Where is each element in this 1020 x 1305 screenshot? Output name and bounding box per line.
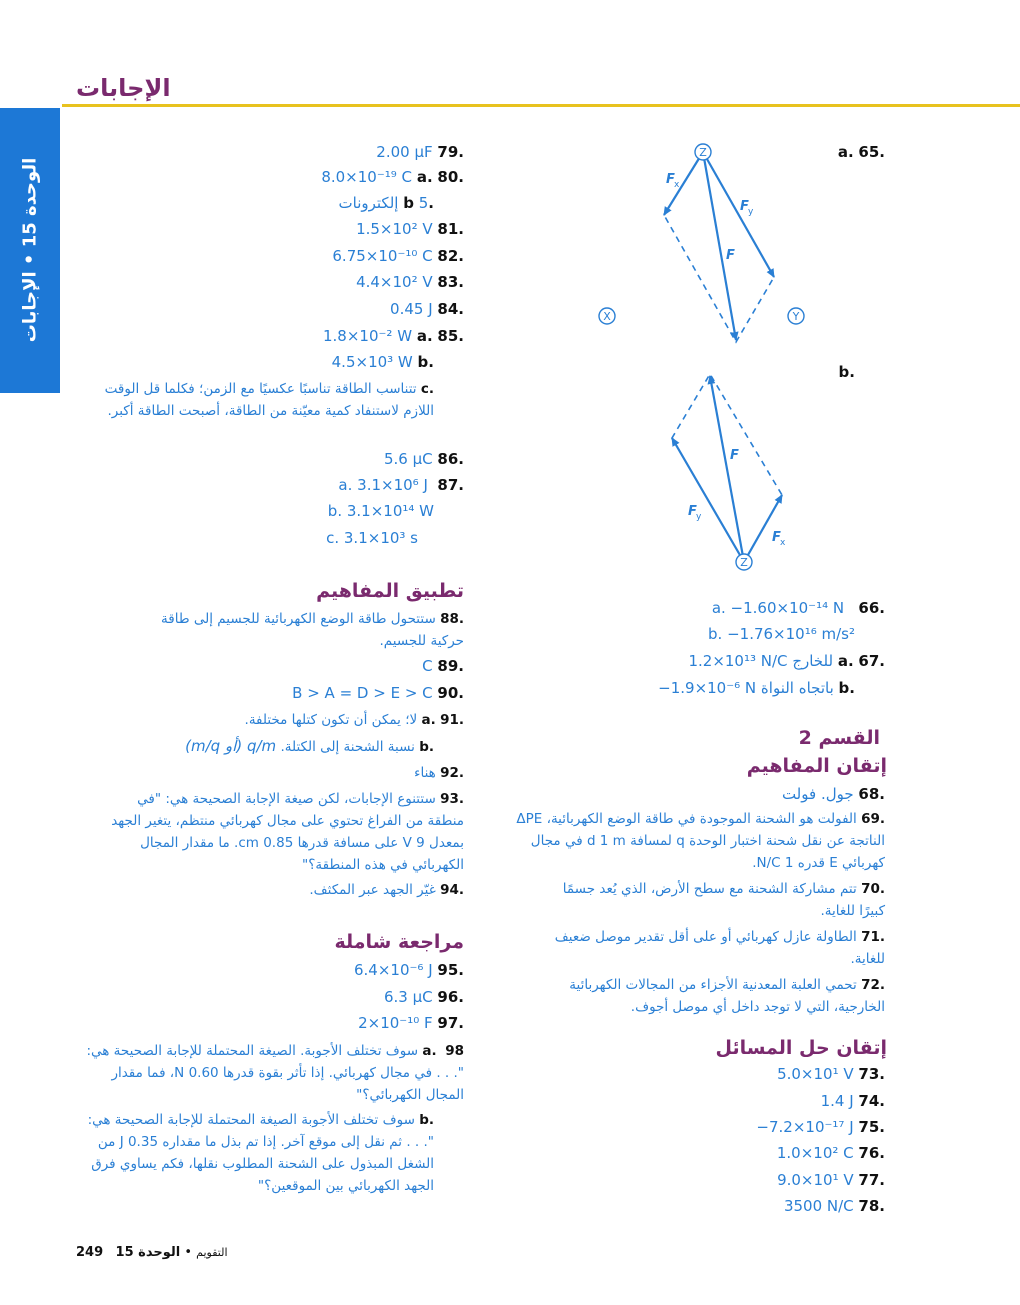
answer-91b: .b نسبة الشحنة إلى الكتلة. q/m (أو m/q) xyxy=(185,737,434,755)
header-rule xyxy=(62,104,1020,107)
page-number: 249 xyxy=(76,1245,104,1260)
answer-66b: b. −1.76×10¹⁶ m/s² xyxy=(708,625,855,643)
answer-88: .88 ستتحول طاقة الوضع الكهربائية للجسيم إلى طاقة حركية للجسيم. xyxy=(161,611,464,649)
footer-unit: الوحدة 15 xyxy=(115,1245,181,1260)
answer-81: .81 1.5×10² V xyxy=(356,220,464,238)
answer-95: .95 6.4×10⁻⁶ J xyxy=(354,961,464,979)
q65-b-label: .b xyxy=(838,363,855,381)
answer-67a: .67 .a للخارج 1.2×10¹³ N/C xyxy=(688,652,885,670)
answer-73: .73 5.0×10¹ V xyxy=(777,1065,885,1083)
force-diagram xyxy=(580,135,900,575)
f-label-b: F xyxy=(730,448,739,463)
page-title: الإجابات xyxy=(76,74,171,102)
answer-80a: .80 .a 8.0×10⁻¹⁹ C xyxy=(321,168,464,186)
fx-sub-b: x xyxy=(780,538,786,548)
answer-77: .77 9.0×10¹ V xyxy=(777,1171,885,1189)
answer-98a: 98 .a سوف تختلف الأجوبة. الصيغة المحتملة للإجابة الصحيحة هي: ". . . في مجال كهربائي. إذا تأثر بقوة قدرها 0.60 N، فما مقدار المجال الكهربائي؟" xyxy=(86,1043,464,1103)
footer-separator: • xyxy=(184,1245,193,1260)
answer-83: .83 4.4×10² V xyxy=(356,273,464,291)
answer-91a: .91 .a لا؛ يمكن أن تكون كتلها مختلفة. xyxy=(244,712,464,728)
answer-87c: c. 3.1×10³ s xyxy=(326,529,418,547)
fy-label: F xyxy=(740,199,749,214)
z-label-b: Z xyxy=(740,556,748,569)
answer-85c: .c تتناسب الطاقة تناسبًا عكسيًا مع الزمن؛ فكلما قل الوقت اللازم لاستنفاد كمية معيّنة من الطاقة، أصبحت الطاقة أكبر. xyxy=(104,381,434,419)
page-footer xyxy=(76,1245,228,1260)
answer-89: .89 C xyxy=(422,657,464,675)
answer-87: .87 a. 3.1×10⁶ J xyxy=(338,476,464,494)
fy-label-b: F xyxy=(688,504,697,519)
answer-80b: .b 5 إلكترونات xyxy=(338,194,434,212)
answer-82: .82 6.75×10⁻¹⁰ C xyxy=(332,247,464,265)
side-tab xyxy=(0,108,60,393)
diagram-b xyxy=(672,374,786,570)
answer-74: .74 1.4 J xyxy=(820,1092,885,1110)
answer-87b: b. 3.1×10¹⁴ W xyxy=(327,502,434,520)
x-label: X xyxy=(603,310,611,323)
answer-97: .97 2×10⁻¹⁰ F xyxy=(358,1014,464,1032)
answer-71: .71 الطاولة عازل كهربائي أو على أقل تقدير موصل ضعيف للغاية. xyxy=(554,929,885,967)
section-comprehensive-review: مراجعة شاملة xyxy=(334,931,464,953)
answer-85b: .b 4.5×10³ W xyxy=(331,353,434,371)
fx-label: F xyxy=(666,172,675,187)
diagram-a xyxy=(599,144,804,342)
z-label: Z xyxy=(699,146,707,159)
answer-68: .68 جول. فولت xyxy=(781,785,885,803)
answer-90: .90 B > A = D > E > C xyxy=(292,684,464,702)
section-apply-concepts: تطبيق المفاهيم xyxy=(316,580,464,602)
fx-label-b: F xyxy=(772,530,781,545)
answer-86: .86 5.6 μC xyxy=(384,450,464,468)
fy-sub-b: y xyxy=(696,512,702,522)
section-problem-mastery: إتقان حل المسائل xyxy=(715,1037,887,1059)
answer-69: .69 الفولت هو الشحنة الموجودة في طاقة الوضع الكهربائية، ΔPE الناتجة عن نقل شحنة اختبار الوحدة q لمسافة d 1 m في مجال كهربائي E قدره 1 N/C. xyxy=(516,811,885,871)
answer-72: .72 تحمي العلبة المعدنية الأجزاء من المجالات الكهربائية الخارجية، التي لا توجد داخل أي موصل أجوف. xyxy=(569,977,885,1015)
fy-sub: y xyxy=(748,207,754,217)
answer-94: .94 غيّر الجهد عبر المكثف. xyxy=(309,882,464,898)
f-label: F xyxy=(726,248,735,263)
answer-79: .79 2.00 μF xyxy=(376,143,464,161)
q65-a-label: .65 .a xyxy=(837,143,885,161)
side-tab-label: الوحدة 15 • الإجابات xyxy=(19,157,41,343)
section-part-2: القسم 2 xyxy=(798,727,880,749)
answer-75: .75 −7.2×10⁻¹⁷ J xyxy=(756,1118,885,1136)
answer-66a: .66 a. −1.60×10⁻¹⁴ N xyxy=(711,599,885,617)
answer-98b: .b سوف تختلف الأجوبة الصيغة المحتملة للإجابة الصحيحة هي: ". . . ثم نقل إلى موقع آخر. إذا تم بذل ما مقداره 0.35 J من الشغل المبذول على الشحنة المطلوب نقلها، فكم يساوي فرق الجهد الكهربائي بين الموقعين؟" xyxy=(87,1112,434,1194)
y-label: Y xyxy=(792,310,800,323)
answer-93: .93 ستتنوع الإجابات، لكن صيغة الإجابة الصحيحة هي: "في منطقة من الفراغ تحتوي على مجال كهربائي منتظم، يتغير الجهد بمعدل 9 V على مسافة قدرها 0.85 cm. ما مقدار المجال الكهربائي في هذه المنطقة؟" xyxy=(111,791,464,873)
answer-67b: .b باتجاه النواة −1.9×10⁻⁶ N xyxy=(658,679,855,697)
answer-70: .70 تتم مشاركة الشحنة مع سطح الأرض، الذي يُعد جسمًا كبيرًا للغاية. xyxy=(562,881,885,919)
answer-96: .96 6.3 μC xyxy=(384,988,464,1006)
answer-84: .84 0.45 J xyxy=(390,300,464,318)
answer-92: .92 هناء xyxy=(414,765,464,781)
fx-sub: x xyxy=(674,180,680,190)
section-mastery-concepts: إتقان المفاهيم xyxy=(746,755,887,777)
footer-section: التقويم xyxy=(196,1246,228,1259)
answer-76: .76 1.0×10² C xyxy=(776,1144,885,1162)
answer-78: .78 3500 N/C xyxy=(783,1197,885,1215)
answer-85a: .85 .a 1.8×10⁻² W xyxy=(322,327,464,345)
